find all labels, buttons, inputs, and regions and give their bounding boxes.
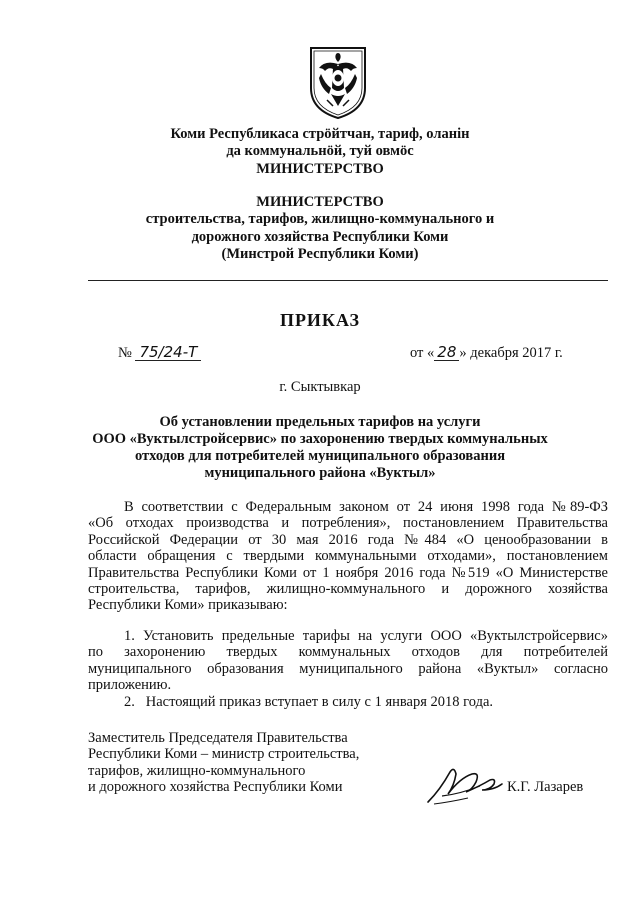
subject-line-1: Об установлении предельных тарифов на услуги xyxy=(159,414,481,430)
body-p1-line: области обращения с твердыми коммунальными отходами», постановлением xyxy=(88,548,608,565)
body-p1-line: В соответствии с Федеральным законом от 24 июня 1998 года №89-ФЗ xyxy=(124,499,608,515)
header-divider xyxy=(88,280,608,281)
document-title: ПРИКАЗ xyxy=(279,310,361,330)
body-p1-line: строительства, тарифов, жилищно-коммунального и дорожного хозяйства xyxy=(88,581,608,598)
subject-line-2: ООО «Вуктылстройсервис» по захоронению твердых коммунальных xyxy=(92,431,548,447)
handwritten-signature-icon xyxy=(420,760,520,810)
order-date-day: 28 xyxy=(434,344,459,361)
signatory-title xyxy=(88,730,359,796)
order-date-prefix: от « xyxy=(410,345,435,361)
order-date xyxy=(410,344,563,361)
body-p1-line: Республики Коми» приказываю: xyxy=(88,597,288,614)
signatory-line: Республики Коми – министр строительства, xyxy=(88,746,360,763)
document-city: г. Сыктывкар xyxy=(279,379,361,395)
order-date-suffix: » декабря 2017 г. xyxy=(459,345,563,361)
signatory-name: К.Г. Лазарев xyxy=(507,779,584,795)
header-ru-line-4: (Минстрой Республики Коми) xyxy=(221,246,419,262)
body-p1-line: Правительства Республики Коми от 1 ноября 2016 года №519 «О Министерстве xyxy=(88,564,608,581)
komi-coat-of-arms-icon xyxy=(307,44,369,120)
header-ru-line-2: строительства, тарифов, жилищно-коммунального и xyxy=(145,211,495,227)
body-item-2: 2. Настоящий приказ вступает в силу с 1 января 2018 года. xyxy=(124,694,494,710)
signatory-line: Заместитель Председателя Правительства xyxy=(88,730,348,746)
body-p1-line: Российской Федерации от 30 мая 2016 года №484 «О ценообразовании в xyxy=(88,531,608,548)
body-item-1 xyxy=(88,628,608,694)
header-komi-line-3: МИНИСТЕРСТВО xyxy=(256,161,384,177)
body-item1-line: по захоронению твердых коммунальных отходов для потребителей xyxy=(88,644,608,661)
subject-line-4: муниципального района «Вуктыл» xyxy=(204,465,436,481)
header-komi-line-1: Коми Республикаса стрöйтчан, тариф, оланiн xyxy=(170,126,470,142)
body-paragraph-1 xyxy=(88,499,608,614)
order-number-prefix: № xyxy=(118,345,132,361)
order-number-value: 75/24-Т xyxy=(135,344,201,361)
subject-line-3: отходов для потребителей муниципального образования xyxy=(134,448,506,464)
body-item1-line: 1. Установить предельные тарифы на услуги ООО «Вуктылстройсервис» xyxy=(124,628,608,644)
header-ru-line-1: МИНИСТЕРСТВО xyxy=(256,194,384,210)
header-ru-line-3: дорожного хозяйства Республики Коми xyxy=(191,229,449,245)
order-number xyxy=(118,344,201,361)
header-komi-line-2: да коммунальнöй, туй овмöс xyxy=(226,143,414,159)
body-item1-line: приложению. xyxy=(88,677,172,694)
body-item1-line: муниципального образования муниципального района «Вуктыл» согласно xyxy=(88,660,608,677)
signatory-line: тарифов, жилищно-коммунального xyxy=(88,762,306,779)
signatory-line: и дорожного хозяйства Республики Коми xyxy=(88,779,343,796)
body-p1-line: «Об отходах производства и потребления», постановлением Правительства xyxy=(88,515,608,532)
